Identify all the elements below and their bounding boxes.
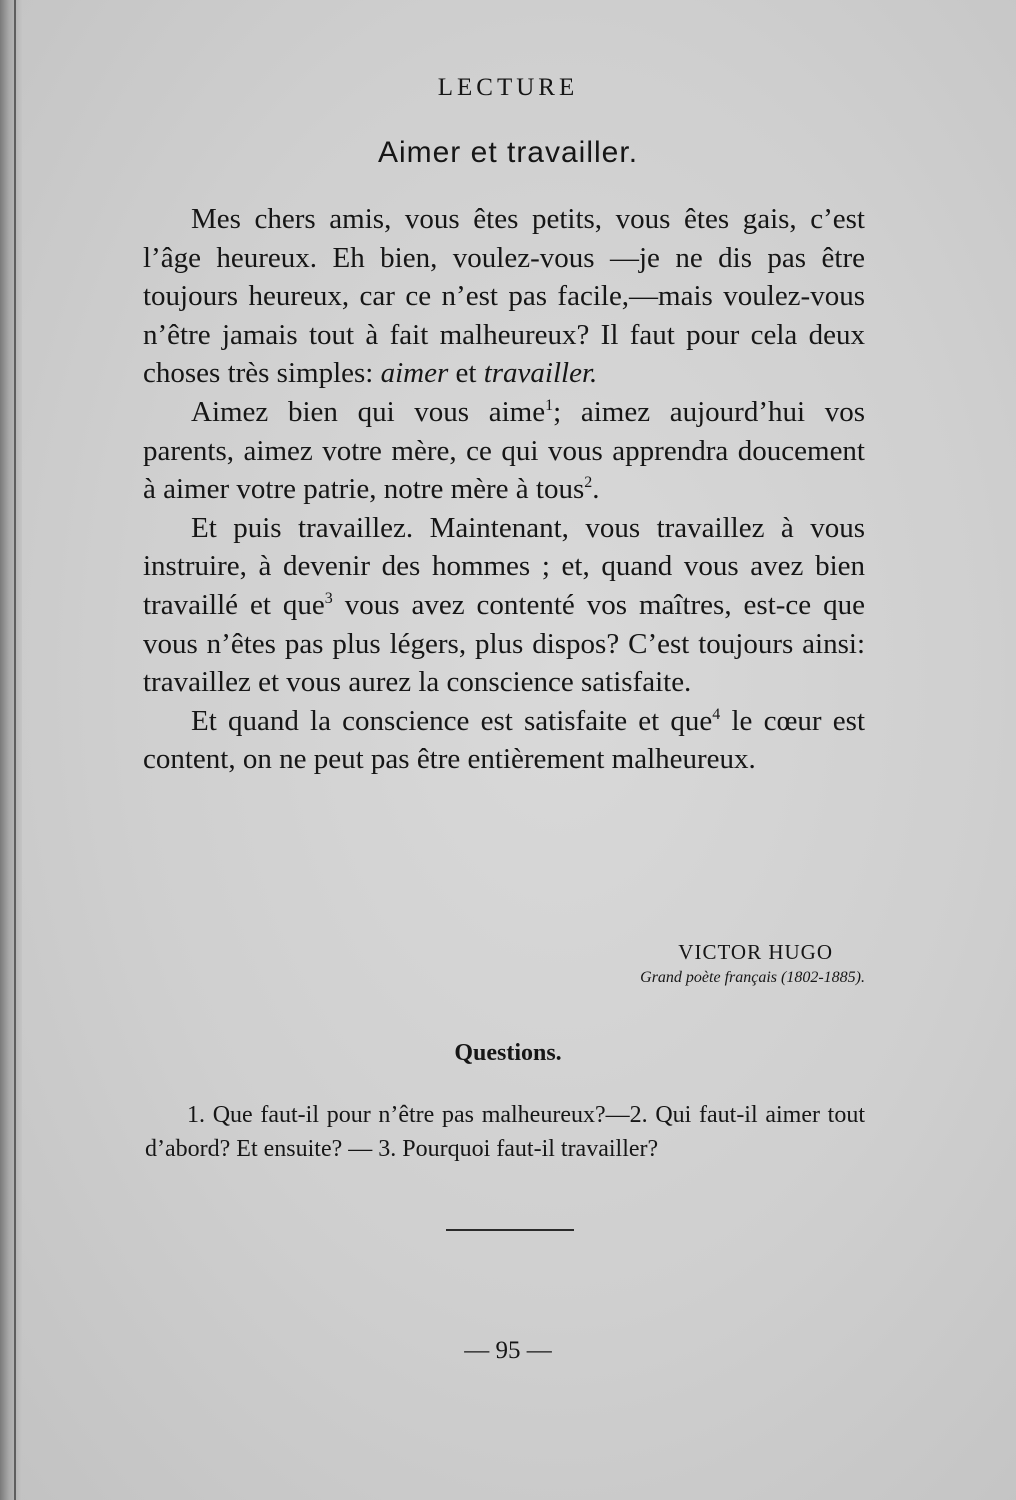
book-spine-shadow bbox=[0, 0, 22, 1500]
paragraph-1-text: Mes chers amis, vous êtes petits, vous êtes gais, c’est l’âge heureux. Eh bien, voulez-vous —je ne dis pas être toujours heureux, car ce n’est pas facile,—mais voulez-vous n’être jamais tout à fait malheureux? Il faut pour cela deux choses très simples: bbox=[143, 203, 865, 390]
emphasis-travailler: travailler. bbox=[483, 357, 598, 390]
footnote-ref-3: 3 bbox=[324, 589, 333, 607]
footnote-ref-4: 4 bbox=[712, 705, 721, 723]
section-label: LECTURE bbox=[437, 74, 579, 101]
footnote-ref-1: 1 bbox=[545, 396, 554, 414]
paragraph-4 bbox=[143, 702, 865, 779]
questions-text: 1. Que faut-il pour n’être pas malheureux?—2. Qui faut-il aimer tout d’abord? Et ensuite? — 3. Pourquoi faut-il travailler? bbox=[145, 1102, 865, 1162]
paragraph-1-connector: et bbox=[448, 357, 484, 390]
paragraph-2-text-b: ; aimez aujourd’hui vos parents, aimez votre mère, ce qui vous apprendra doucement à aimer votre patrie, notre mère à tous bbox=[143, 395, 865, 506]
paragraph-2-text-c: . bbox=[592, 473, 600, 506]
page-number: — 95 — bbox=[464, 1337, 552, 1364]
paragraph-2-text-a: Aimez bien qui vous aime bbox=[191, 395, 546, 428]
paragraph-2 bbox=[143, 393, 865, 509]
paragraph-3 bbox=[143, 509, 865, 702]
paragraph-1 bbox=[143, 200, 865, 393]
footnote-ref-2: 2 bbox=[584, 474, 593, 492]
paragraph-3-text-a: Et puis travaillez. Maintenant, vous travaillez à vous instruire, à devenir des hommes ; et, quand vous avez bien travaillé et que bbox=[143, 511, 865, 621]
questions-block bbox=[145, 1098, 865, 1166]
author-name: VICTOR HUGO bbox=[678, 940, 833, 964]
section-divider bbox=[446, 1229, 574, 1231]
author-description: Grand poète français (1802-1885). bbox=[640, 969, 865, 986]
reading-body bbox=[143, 200, 865, 779]
paragraph-4-text-b: le cœur est content, on ne peut pas être entièrement malheureux. bbox=[143, 704, 866, 776]
page-edge-line bbox=[14, 0, 16, 1500]
reading-title: Aimer et travailler. bbox=[377, 136, 639, 169]
paragraph-4-text-a: Et quand la conscience est satisfaite et que bbox=[191, 704, 713, 737]
questions-heading: Questions. bbox=[454, 1040, 562, 1066]
emphasis-aimer: aimer bbox=[380, 357, 449, 390]
paragraph-3-text-b: vous avez contenté vos maîtres, est-ce que vous n’êtes pas plus légers, plus dispos? C’est toujours ainsi: travaillez et vous aurez la conscience satisfaite. bbox=[143, 588, 865, 699]
